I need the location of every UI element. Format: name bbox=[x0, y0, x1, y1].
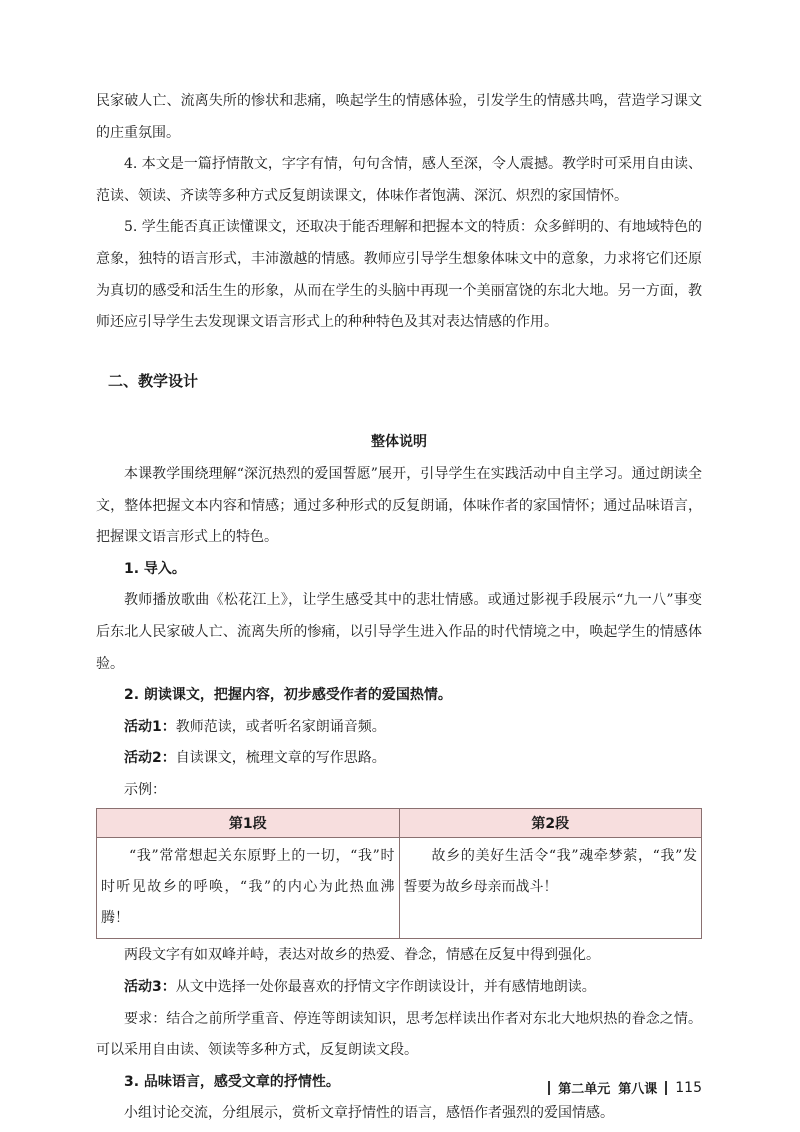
subsection-title: 整体说明 bbox=[371, 434, 427, 451]
example-table bbox=[96, 808, 702, 939]
activity1-label: 活动1： bbox=[124, 718, 176, 735]
intro-paragraph-1: 民家破人亡、流离失所的惨状和悲痛，唤起学生的情感体验，引发学生的情感共鸣，营造学习课文的庄重氛围。 bbox=[96, 93, 702, 141]
page-footer bbox=[548, 1078, 702, 1097]
table-cell-col1: “我”常常想起关东原野上的一切，“我”时时听见故乡的呼唤，“我”的内心为此热血沸腾！ bbox=[97, 838, 400, 939]
footer-unit: 第二单元 bbox=[558, 1082, 611, 1097]
page-number: 115 bbox=[675, 1079, 702, 1096]
table-head-col2: 第2段 bbox=[399, 809, 702, 838]
example-label: 示例： bbox=[124, 781, 166, 798]
footer-divider bbox=[665, 1081, 667, 1095]
step1-paragraph: 教师播放歌曲《松花江上》，让学生感受其中的悲壮情感。或通过影视手段展示“九一八”事变后东北人民家破人亡、流离失所的惨痛，以引导学生进入作品的时代情境之中，唤起学生的情感体验。 bbox=[96, 592, 702, 672]
section-title: 二、教学设计 bbox=[108, 371, 199, 390]
main-content bbox=[96, 86, 702, 1130]
footer-divider bbox=[548, 1081, 550, 1095]
activity3 bbox=[96, 972, 702, 1004]
step1-heading: 1. 导入。 bbox=[124, 560, 186, 577]
activity3-label: 活动3： bbox=[124, 979, 176, 996]
table-row bbox=[97, 838, 702, 939]
activity2 bbox=[96, 743, 702, 775]
activity1-text: 教师范读，或者听名家朗诵音频。 bbox=[175, 718, 386, 735]
activity1 bbox=[96, 712, 702, 744]
step2-heading: 2. 朗读课文，把握内容，初步感受作者的爱国热情。 bbox=[124, 687, 452, 704]
intro-paragraph-2: 4. 本文是一篇抒情散文，字字有情，句句含情，感人至深，令人震撼。教学时可采用自由读、范读、领读、齐读等多种方式反复朗读课文，体味作者饱满、深沉、炽烈的家国情怀。 bbox=[96, 156, 702, 204]
overview-paragraph: 本课教学围绕理解“深沉热烈的爱国誓愿”展开，引导学生在实践活动中自主学习。通过朗读全文，整体把握文本内容和情感；通过多种形式的反复朗诵，体味作者的家国情怀；通过品味语言，把握课文语言形式上的特色。 bbox=[96, 465, 702, 546]
activity3-text: 从文中选择一处你最喜欢的抒情文字作朗读设计，并有感情地朗读。 bbox=[175, 979, 596, 996]
table-header-row bbox=[97, 809, 702, 838]
step3-paragraph: 小组讨论交流，分组展示，赏析文章抒情性的语言，感悟作者强烈的爱国情感。 bbox=[124, 1105, 614, 1122]
step3-heading: 3. 品味语言，感受文章的抒情性。 bbox=[124, 1073, 340, 1090]
after-table-paragraph: 两段文字有如双峰并峙，表达对故乡的热爱、眷念，情感在反复中得到强化。 bbox=[124, 947, 600, 964]
activity2-text: 自读课文，梳理文章的写作思路。 bbox=[175, 750, 386, 767]
table-head-col1: 第1段 bbox=[97, 809, 400, 838]
table-cell-col2: 故乡的美好生活令“我”魂牵梦萦，“我”发誓要为故乡母亲而战斗！ bbox=[399, 838, 702, 939]
footer-lesson: 第八课 bbox=[618, 1082, 658, 1097]
activity2-label: 活动2： bbox=[124, 750, 176, 767]
intro-paragraph-3: 5. 学生能否真正读懂课文，还取决于能否理解和把握本文的特质：众多鲜明的、有地域特色的意象，独特的语言形式，丰沛激越的情感。教师应引导学生想象体味文中的意象，力求将它们还原为真切的感受和活生生的形象，从而在学生的头脑中再现一个美丽富饶的东北大地。另一方面，教师还应引导学生去发现课文语言形式上的种种特色及其对表达情感的作用。 bbox=[96, 219, 702, 331]
requirement-paragraph: 要求：结合之前所学重音、停连等朗读知识，思考怎样读出作者对东北大地炽热的眷念之情。可以采用自由读、领读等多种方式，反复朗读文段。 bbox=[96, 1010, 702, 1059]
